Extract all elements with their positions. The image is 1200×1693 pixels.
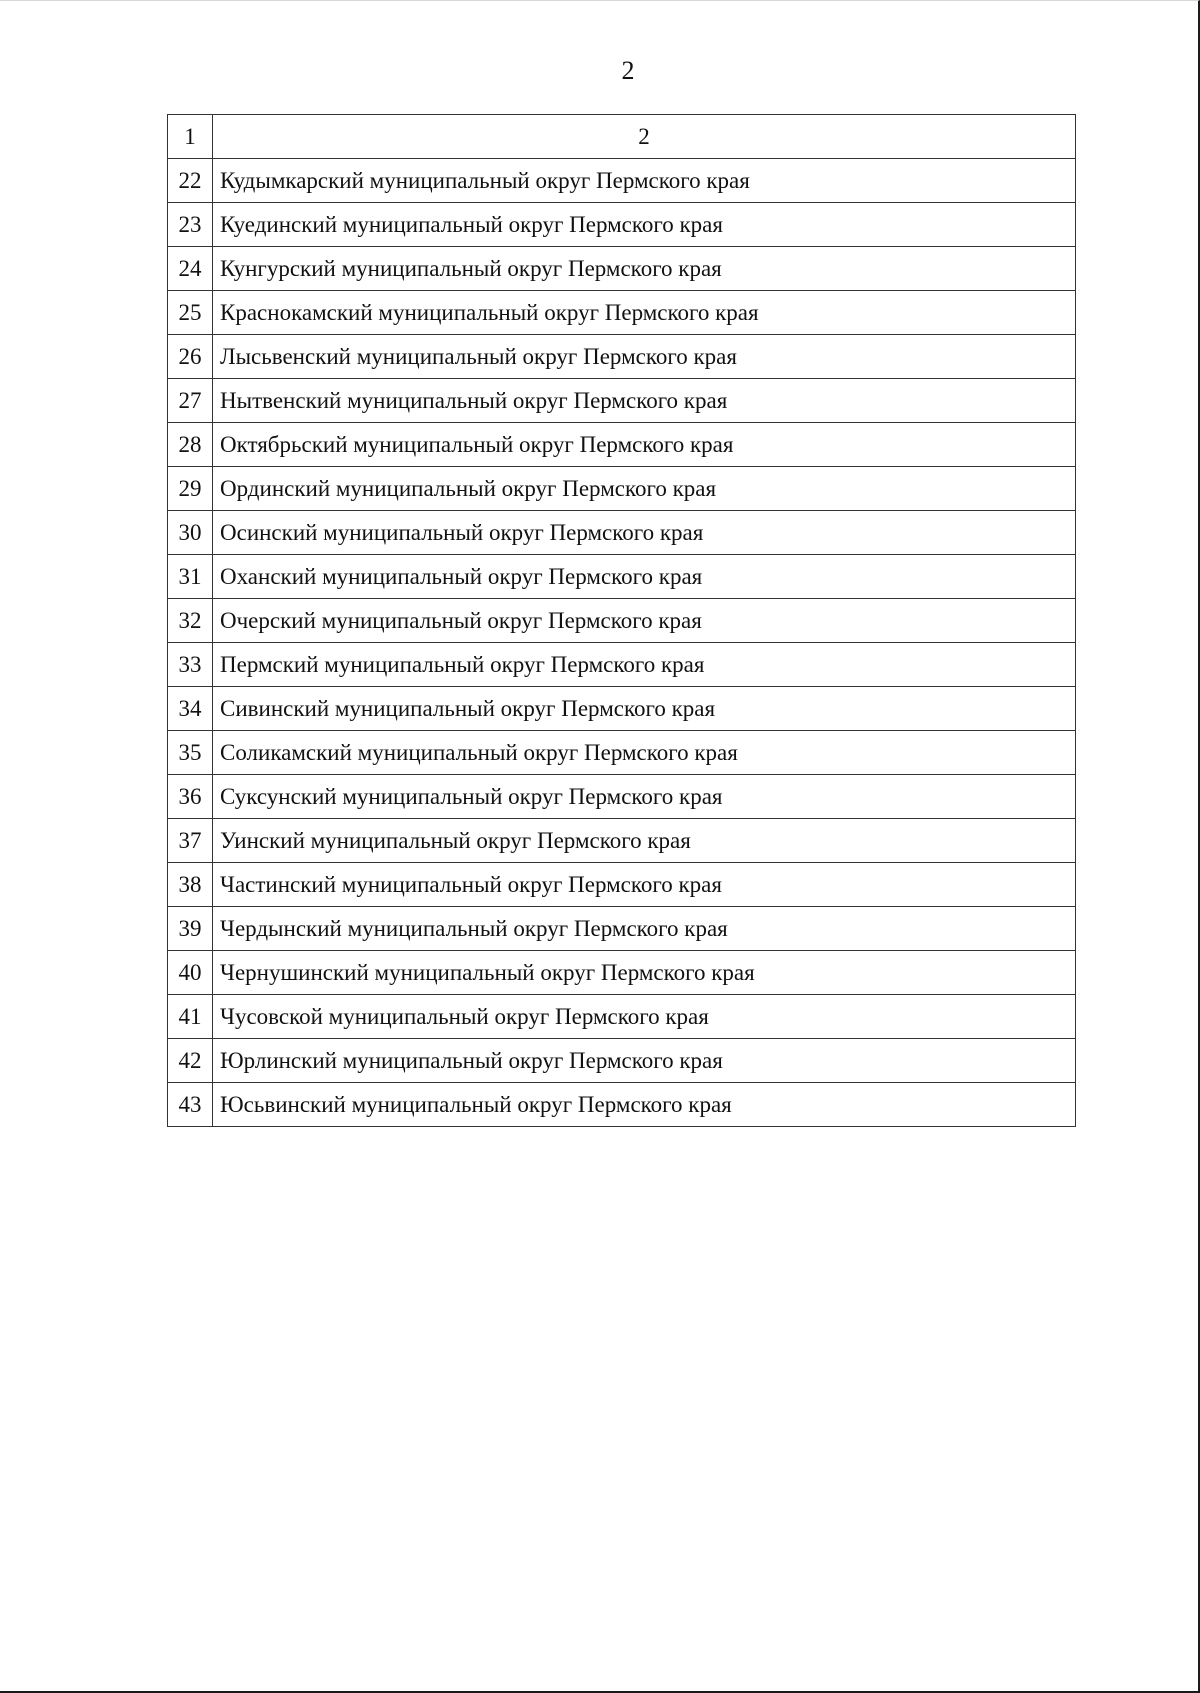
row-number: 22	[168, 159, 213, 203]
row-number: 38	[168, 863, 213, 907]
district-name: Частинский муниципальный округ Пермского края	[213, 863, 1076, 907]
table-row	[168, 335, 1076, 379]
table-row	[168, 555, 1076, 599]
row-number: 34	[168, 687, 213, 731]
row-number: 37	[168, 819, 213, 863]
page-number: 2	[621, 56, 635, 85]
district-name: Очерский муниципальный округ Пермского края	[213, 599, 1076, 643]
table-row	[168, 599, 1076, 643]
district-name: Кудымкарский муниципальный округ Пермского края	[213, 159, 1076, 203]
row-number: 43	[168, 1083, 213, 1127]
district-name: Суксунский муниципальный округ Пермского края	[213, 775, 1076, 819]
table-row	[168, 995, 1076, 1039]
row-number: 23	[168, 203, 213, 247]
row-number: 40	[168, 951, 213, 995]
district-name: Соликамский муниципальный округ Пермского края	[213, 731, 1076, 775]
row-number: 26	[168, 335, 213, 379]
table-row	[168, 247, 1076, 291]
column-name-header: 2	[213, 115, 1076, 159]
table-row	[168, 379, 1076, 423]
table-row	[168, 731, 1076, 775]
row-number: 35	[168, 731, 213, 775]
row-number: 36	[168, 775, 213, 819]
row-number: 29	[168, 467, 213, 511]
district-name: Ординский муниципальный округ Пермского края	[213, 467, 1076, 511]
row-number: 32	[168, 599, 213, 643]
table-row	[168, 423, 1076, 467]
row-number: 24	[168, 247, 213, 291]
district-name: Чердынский муниципальный округ Пермского края	[213, 907, 1076, 951]
table-row	[168, 291, 1076, 335]
district-name: Сивинский муниципальный округ Пермского края	[213, 687, 1076, 731]
table-row	[168, 511, 1076, 555]
district-name: Куединский муниципальный округ Пермского края	[213, 203, 1076, 247]
table-row	[168, 775, 1076, 819]
row-number: 31	[168, 555, 213, 599]
row-number: 33	[168, 643, 213, 687]
table-row	[168, 863, 1076, 907]
district-name: Пермский муниципальный округ Пермского края	[213, 643, 1076, 687]
table-row	[168, 643, 1076, 687]
district-name: Оханский муниципальный округ Пермского края	[213, 555, 1076, 599]
table-row	[168, 687, 1076, 731]
district-name: Юсьвинский муниципальный округ Пермского края	[213, 1083, 1076, 1127]
district-name: Осинский муниципальный округ Пермского края	[213, 511, 1076, 555]
district-name: Лысьвенский муниципальный округ Пермского края	[213, 335, 1076, 379]
district-name: Чернушинский муниципальный округ Пермского края	[213, 951, 1076, 995]
district-name: Нытвенский муниципальный округ Пермского края	[213, 379, 1076, 423]
table-row	[168, 951, 1076, 995]
table-row	[168, 907, 1076, 951]
row-number: 39	[168, 907, 213, 951]
row-number: 30	[168, 511, 213, 555]
row-number: 42	[168, 1039, 213, 1083]
table-row	[168, 1083, 1076, 1127]
row-number: 41	[168, 995, 213, 1039]
district-name: Юрлинский муниципальный округ Пермского края	[213, 1039, 1076, 1083]
row-number: 27	[168, 379, 213, 423]
table-row	[168, 1039, 1076, 1083]
district-name: Октябрьский муниципальный округ Пермского края	[213, 423, 1076, 467]
table-row	[168, 159, 1076, 203]
column-number-header: 1	[168, 115, 213, 159]
table-row	[168, 819, 1076, 863]
district-name: Кунгурский муниципальный округ Пермского края	[213, 247, 1076, 291]
district-name: Краснокамский муниципальный округ Пермского края	[213, 291, 1076, 335]
table-header-row	[168, 115, 1076, 159]
table-row	[168, 203, 1076, 247]
row-number: 25	[168, 291, 213, 335]
district-name: Чусовской муниципальный округ Пермского края	[213, 995, 1076, 1039]
municipal-districts-table	[167, 114, 1076, 1127]
district-name: Уинский муниципальный округ Пермского края	[213, 819, 1076, 863]
row-number: 28	[168, 423, 213, 467]
table-row	[168, 467, 1076, 511]
